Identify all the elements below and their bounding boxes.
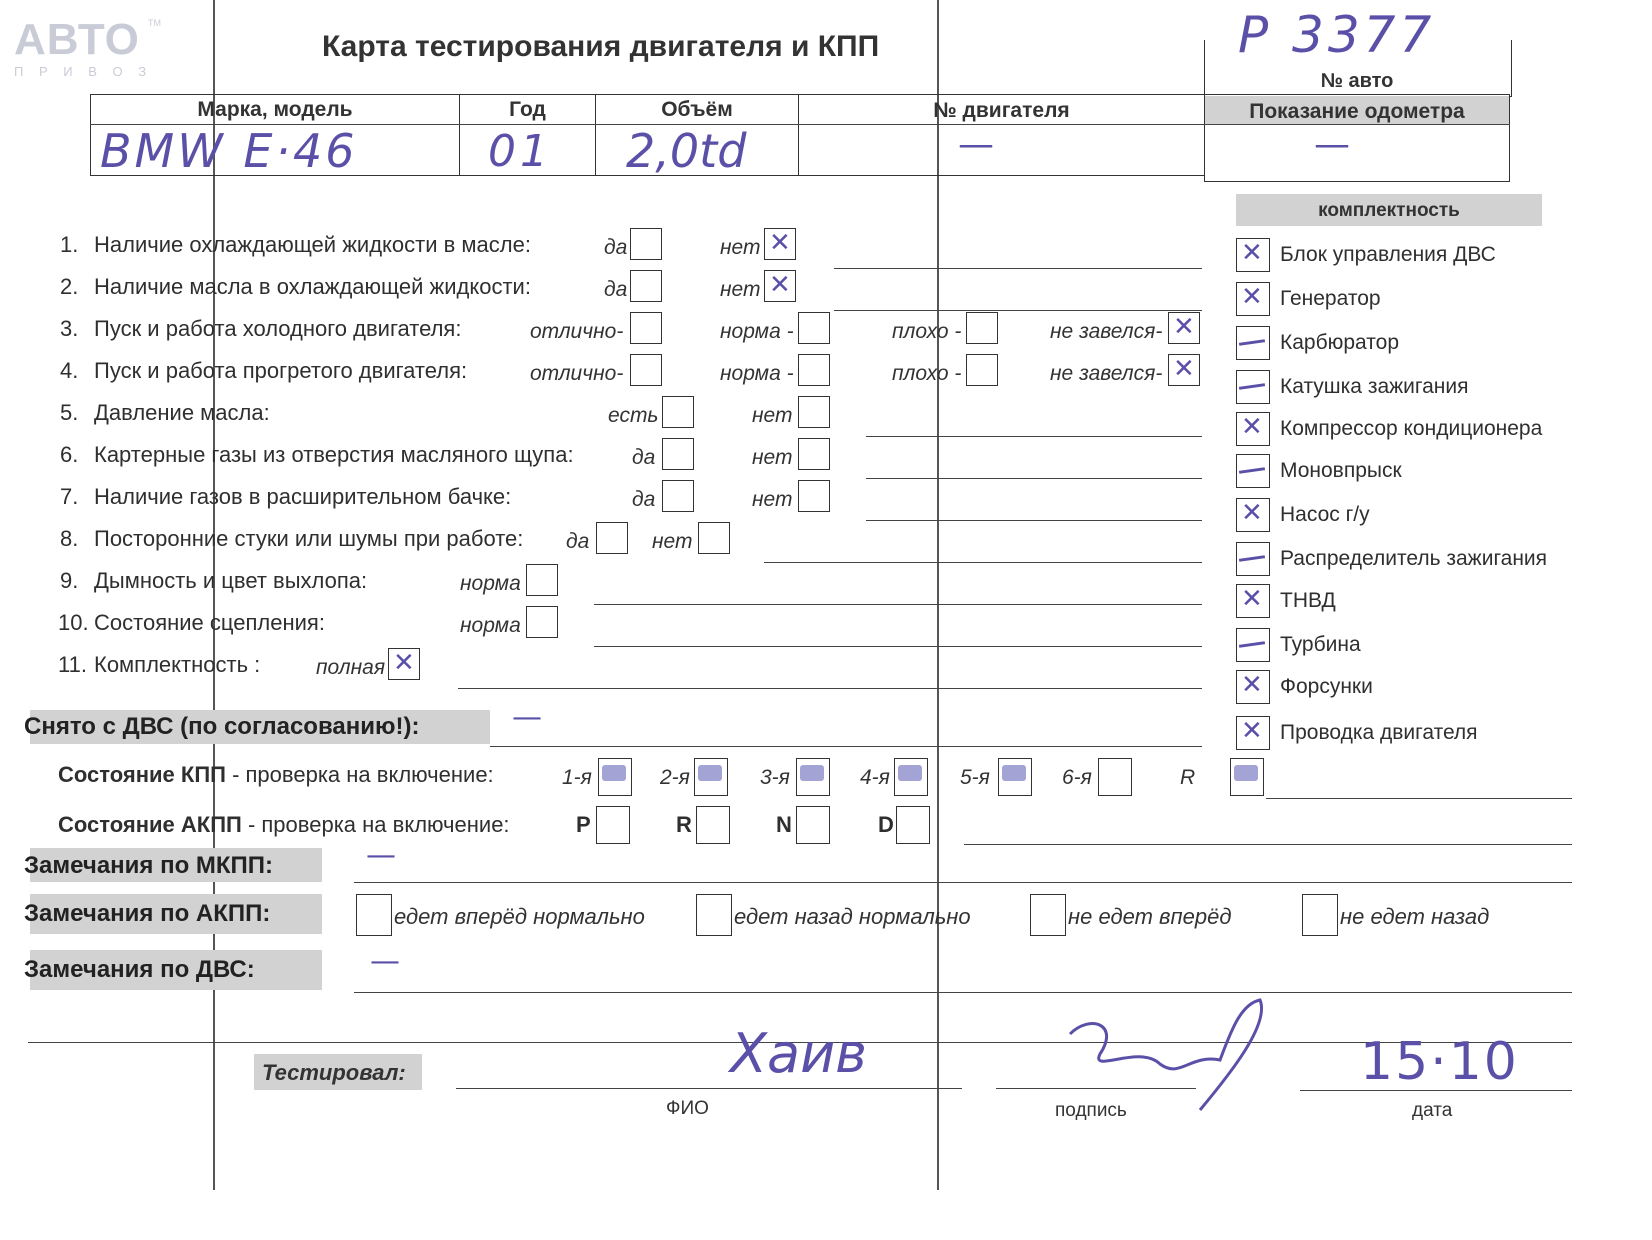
col-header-volume: Объём [661,98,733,121]
checkbox[interactable] [388,648,420,680]
page-title: Карта тестирования двигателя и КПП [322,30,880,63]
answer-line [594,604,1202,605]
answer-line [866,436,1202,437]
removed-line [490,746,1202,747]
col-header-engine: № двигателя [933,99,1070,122]
question-number: 6. [60,442,79,467]
checkbox[interactable] [662,438,694,470]
completeness-checkbox[interactable] [1236,542,1270,576]
remark-option-label: едет вперёд нормально [394,904,645,929]
checkbox[interactable] [1168,312,1200,344]
answer-line [866,478,1202,479]
completeness-item-label: Моновпрыск [1280,459,1402,482]
completeness-item-label: Распределитель зажигания [1280,547,1548,570]
option-label: полная [316,656,386,679]
option-label: норма [460,572,521,595]
completeness-header: комплектность [1318,200,1460,221]
engine-number-value: — [958,124,994,165]
question-text: Пуск и работа холодного двигателя: [94,316,462,341]
checkbox[interactable] [526,564,558,596]
kpp-label-bold: Состояние КПП [58,762,226,787]
option-label: нет [720,236,761,259]
option-label: не завелся- [1050,362,1163,385]
remark-option-label: едет назад нормально [734,904,971,929]
completeness-checkbox[interactable] [1236,498,1270,532]
checkbox[interactable] [798,312,830,344]
question-text: Посторонние стуки или шумы при работе: [94,526,524,551]
option-label: да [632,446,656,469]
remark-checkbox[interactable] [356,894,392,936]
akpp-mode-checkbox[interactable] [896,806,930,844]
gear-label: 2-я [660,766,690,789]
watermark-logo [14,15,161,79]
watermark-brand: АВТО [14,15,140,64]
checkbox[interactable] [526,606,558,638]
question-text: Картерные газы из отверстия масляного щупа: [94,442,574,467]
tested-label: Тестировал: [262,1060,406,1085]
completeness-item-label: Катушка зажигания [1280,375,1469,398]
year-value: 01 [488,126,552,177]
checkbox[interactable] [966,312,998,344]
completeness-checkbox[interactable] [1236,670,1270,704]
remarks-mkpp-label: Замечания по МКПП: [24,852,274,879]
question-number: 9. [60,568,79,593]
question-text: Состояние сцепления: [94,610,325,635]
checkbox[interactable] [1168,354,1200,386]
remark-checkbox[interactable] [1030,894,1066,936]
remarks-mkpp-line [354,882,1572,883]
date-value: 15·10 [1360,1032,1519,1092]
remark-option-label: не едет назад [1340,904,1490,929]
question-number: 2. [60,274,79,299]
checkbox[interactable] [764,228,796,260]
completeness-item-label: Генератор [1280,287,1381,310]
akpp-line [964,844,1572,845]
answer-line [594,646,1202,647]
removed-value: — [512,700,542,735]
watermark-sub: П Р И В О З [14,64,153,79]
completeness-item-label: ТНВД [1280,589,1336,612]
akpp-mode-label: D [878,812,894,837]
remarks-mkpp-value: — [366,838,396,873]
remarks-dvs-line [354,992,1572,993]
option-label: да [604,236,628,259]
checkbox[interactable] [630,354,662,386]
scan-rule-left [213,0,215,1190]
question-text: Наличие охлаждающей жидкости в масле: [94,232,531,257]
make-value: BMW E·46 [100,124,358,178]
signature-line [996,1088,1196,1089]
option-label: да [604,278,628,301]
checkbox[interactable] [798,438,830,470]
completeness-checkbox[interactable] [1236,412,1270,446]
sign-label: подпись [1055,1100,1127,1121]
gear-checkbox[interactable] [1230,758,1264,796]
kpp-label [58,762,494,788]
question-number: 7. [60,484,79,509]
date-line [1300,1090,1572,1091]
checkbox[interactable] [798,396,830,428]
option-label: нет [752,488,793,511]
gear-label: 6-я [1062,766,1092,789]
completeness-item-label: Карбюратор [1280,331,1400,354]
akpp-mode-checkbox[interactable] [796,806,830,844]
signature-scribble [1060,994,1280,1114]
auto-number-value: Р 3377 [1238,6,1436,64]
akpp-mode-label: P [576,812,591,837]
option-label: отлично- [530,320,624,343]
completeness-checkbox[interactable] [1236,716,1270,750]
question-number: 5. [60,400,79,425]
akpp-mode-label: R [676,812,692,837]
completeness-checkbox[interactable] [1236,454,1270,488]
col-header-odometer: Показание одометра [1249,100,1465,123]
checkbox[interactable] [698,522,730,554]
completeness-checkbox[interactable] [1236,628,1270,662]
gear-label: R [1180,766,1196,789]
question-text: Дымность и цвет выхлопа: [94,568,368,593]
completeness-checkbox[interactable] [1236,282,1270,316]
auto-number-label: № авто [1320,70,1394,92]
gear-label: 1-я [562,766,592,789]
checkbox[interactable] [596,522,628,554]
completeness-item-label: Блок управления ДВС [1280,243,1496,266]
checkbox[interactable] [662,480,694,512]
question-number: 3. [60,316,79,341]
completeness-item-label: Проводка двигателя [1280,721,1478,744]
completeness-checkbox[interactable] [1236,238,1270,272]
gear-label: 5-я [960,766,990,789]
option-label: плохо - [892,320,962,343]
option-label: да [566,530,590,553]
date-label: дата [1412,1100,1453,1121]
option-label: отлично- [530,362,624,385]
akpp-mode-checkbox[interactable] [696,806,730,844]
col-header-make: Марка, модель [197,98,353,121]
completeness-checkbox[interactable] [1236,584,1270,618]
gear-checkbox[interactable] [598,758,632,796]
completeness-checkbox[interactable] [1236,326,1270,360]
completeness-item-label: Форсунки [1280,675,1373,698]
answer-line [834,268,1202,269]
remarks-dvs-value: — [370,944,400,979]
option-label: плохо - [892,362,962,385]
option-label: не завелся- [1050,320,1163,343]
scan-rule-mid [937,0,939,1190]
answer-line [866,520,1202,521]
checkbox[interactable] [662,396,694,428]
completeness-item-label: Насос г/у [1280,503,1370,526]
checkbox[interactable] [798,480,830,512]
option-label: нет [720,278,761,301]
gear-checkbox[interactable] [894,758,928,796]
option-label: норма - [720,320,794,343]
fio-label: ФИО [666,1098,709,1119]
remark-checkbox[interactable] [1302,894,1338,936]
completeness-checkbox[interactable] [1236,370,1270,404]
option-label: да [632,488,656,511]
volume-value: 2,0td [626,124,747,178]
fio-line [456,1088,962,1089]
option-label: норма - [720,362,794,385]
option-label: есть [608,404,659,427]
option-label: норма [460,614,521,637]
option-label: нет [752,446,793,469]
gear-checkbox[interactable] [998,758,1032,796]
question-number: 11. [58,652,87,677]
remark-option-label: не едет вперёд [1068,904,1232,929]
odometer-value: — [1314,124,1350,165]
answer-line [834,310,1202,311]
remark-checkbox[interactable] [696,894,732,936]
akpp-label-rest: - проверка на включение: [241,812,510,837]
question-text: Наличие масла в охлаждающей жидкости: [94,274,531,299]
kpp-line [1266,798,1572,799]
remarks-dvs-label: Замечания по ДВС: [24,956,255,983]
removed-label: Снято с ДВС (по согласованию!): [24,713,420,740]
question-text: Комплектность : [94,652,261,677]
gear-checkbox[interactable] [694,758,728,796]
option-label: нет [752,404,793,427]
gear-checkbox[interactable] [796,758,830,796]
remarks-akpp-label: Замечания по АКПП: [24,900,271,927]
completeness-item-label: Турбина [1280,633,1361,656]
gear-label: 4-я [860,766,890,789]
akpp-label [58,812,510,838]
akpp-mode-label: N [776,812,792,837]
akpp-label-bold: Состояние АКПП [58,812,242,837]
question-text: Давление масла: [94,400,270,425]
completeness-item-label: Компрессор кондиционера [1280,417,1543,440]
question-number: 4. [60,358,79,383]
question-number: 10. [58,610,89,635]
question-number: 8. [60,526,79,551]
answer-line [458,688,1202,689]
gear-checkbox[interactable] [1098,758,1132,796]
watermark-tm: ТМ [148,18,161,28]
checkbox[interactable] [798,354,830,386]
col-header-year: Год [509,98,546,121]
question-text: Наличие газов в расширительном бачке: [94,484,512,509]
checkbox[interactable] [630,228,662,260]
option-label: нет [652,530,693,553]
fio-value: Хаив [730,1022,868,1085]
checkbox[interactable] [764,270,796,302]
checkbox[interactable] [630,270,662,302]
answer-line [764,562,1202,563]
checkbox[interactable] [630,312,662,344]
question-number: 1. [60,232,79,257]
checkbox[interactable] [966,354,998,386]
kpp-label-rest: - проверка на включение: [225,762,494,787]
gear-label: 3-я [760,766,790,789]
question-text: Пуск и работа прогретого двигателя: [94,358,468,383]
akpp-mode-checkbox[interactable] [596,806,630,844]
